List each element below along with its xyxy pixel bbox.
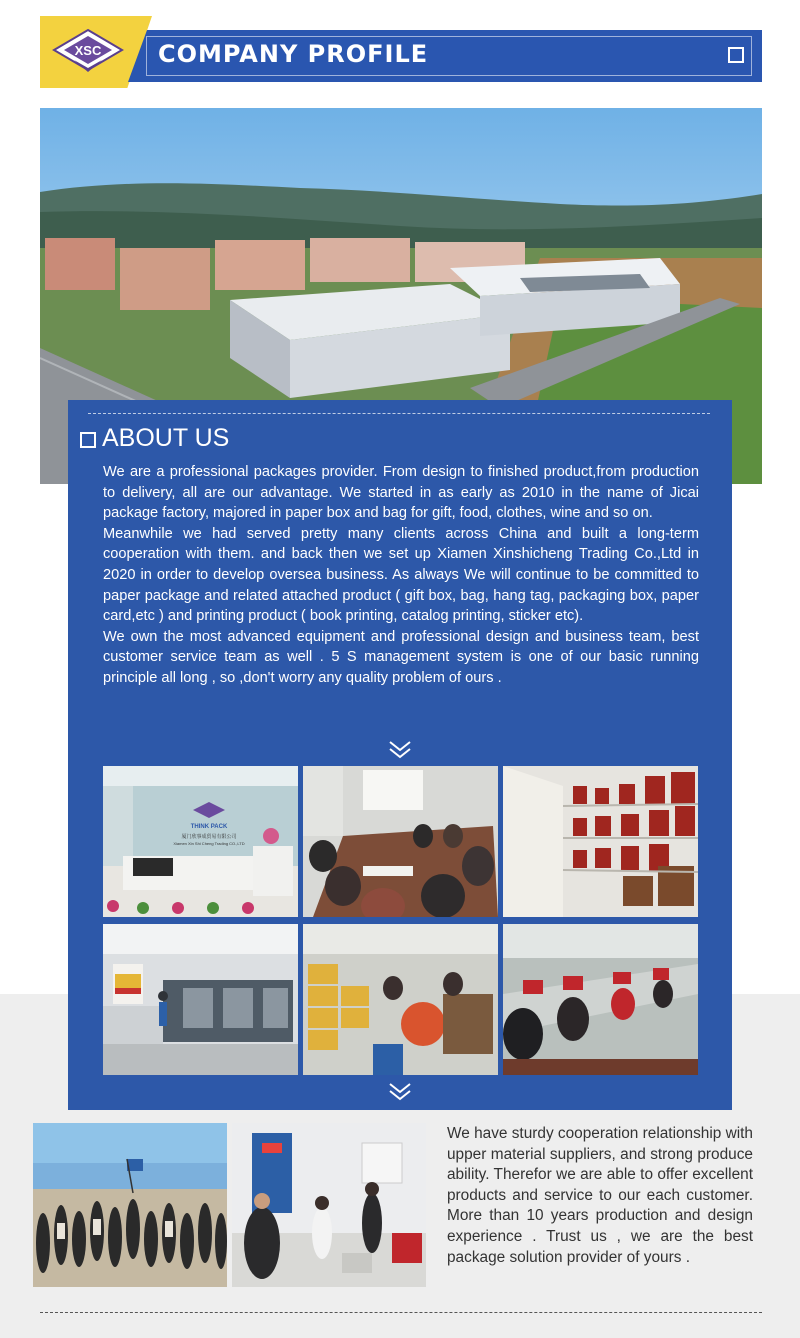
showroom-photo <box>503 766 698 917</box>
meeting-photo <box>303 766 498 917</box>
bottom-paragraph: We have sturdy cooperation relationship with upper material suppliers, and strong produce ability. Therefor we are able to offer excellent products and service to our each customer. More than 10 years production and design experience . Trust us , we are the best package solution provider of yours . <box>447 1125 753 1266</box>
sign-brand: THINK PACK <box>190 824 228 830</box>
chevron-down-icon <box>388 740 412 760</box>
page-title: COMPANY PROFILE <box>158 40 429 68</box>
about-title: ABOUT US <box>102 424 230 452</box>
square-outline-icon <box>728 47 744 63</box>
chevron-down-icon <box>388 1082 412 1102</box>
square-outline-icon <box>80 432 96 448</box>
logo-text: XSC <box>74 43 102 58</box>
team-beach-photo <box>33 1123 227 1287</box>
assembly-line-photo <box>503 924 698 1075</box>
reception-photo <box>103 766 298 917</box>
dashed-divider <box>88 413 710 414</box>
about-paragraph-1: We are a professional packages provider. From design to finished product,from production to delivery, all are our advantage. We started in as early as 2010 in the name of Jicai package factory, majored in paper box and bag for gift, food, clothes, wine and so on. <box>103 464 699 522</box>
dashed-divider <box>40 1312 762 1313</box>
sign-english-name: Xiamen Xin Shi Cheng Trading CO.,LTD <box>173 841 245 846</box>
sign-chinese-name: 厦门欣事成贸易有限公司 <box>181 834 237 840</box>
printing-machine-photo <box>103 924 298 1075</box>
company-logo <box>50 26 126 74</box>
packing-workshop-photo <box>303 924 498 1075</box>
about-paragraph-3: We own the most advanced equipment and professional design and business team, best customer service team as well . 5 S management system is one of our basic running principle all long , so ,don't worry any quality problem of ours . <box>103 628 699 686</box>
trade-show-photo <box>232 1123 426 1287</box>
about-paragraph-2: Meanwhile we had served pretty many clients across China and built a long-term cooperation with them. and back then we set up Xiamen Xinshicheng Trading Co.,Ltd in 2020 in order to develop oversea business. As always We will continue to be committed to paper package and related attached product ( gift box, bag, hang tag, packaging box, paper card,etc ) and printing product ( book printing, catalog printing, sticker etc). <box>103 525 699 625</box>
about-text <box>103 462 699 689</box>
